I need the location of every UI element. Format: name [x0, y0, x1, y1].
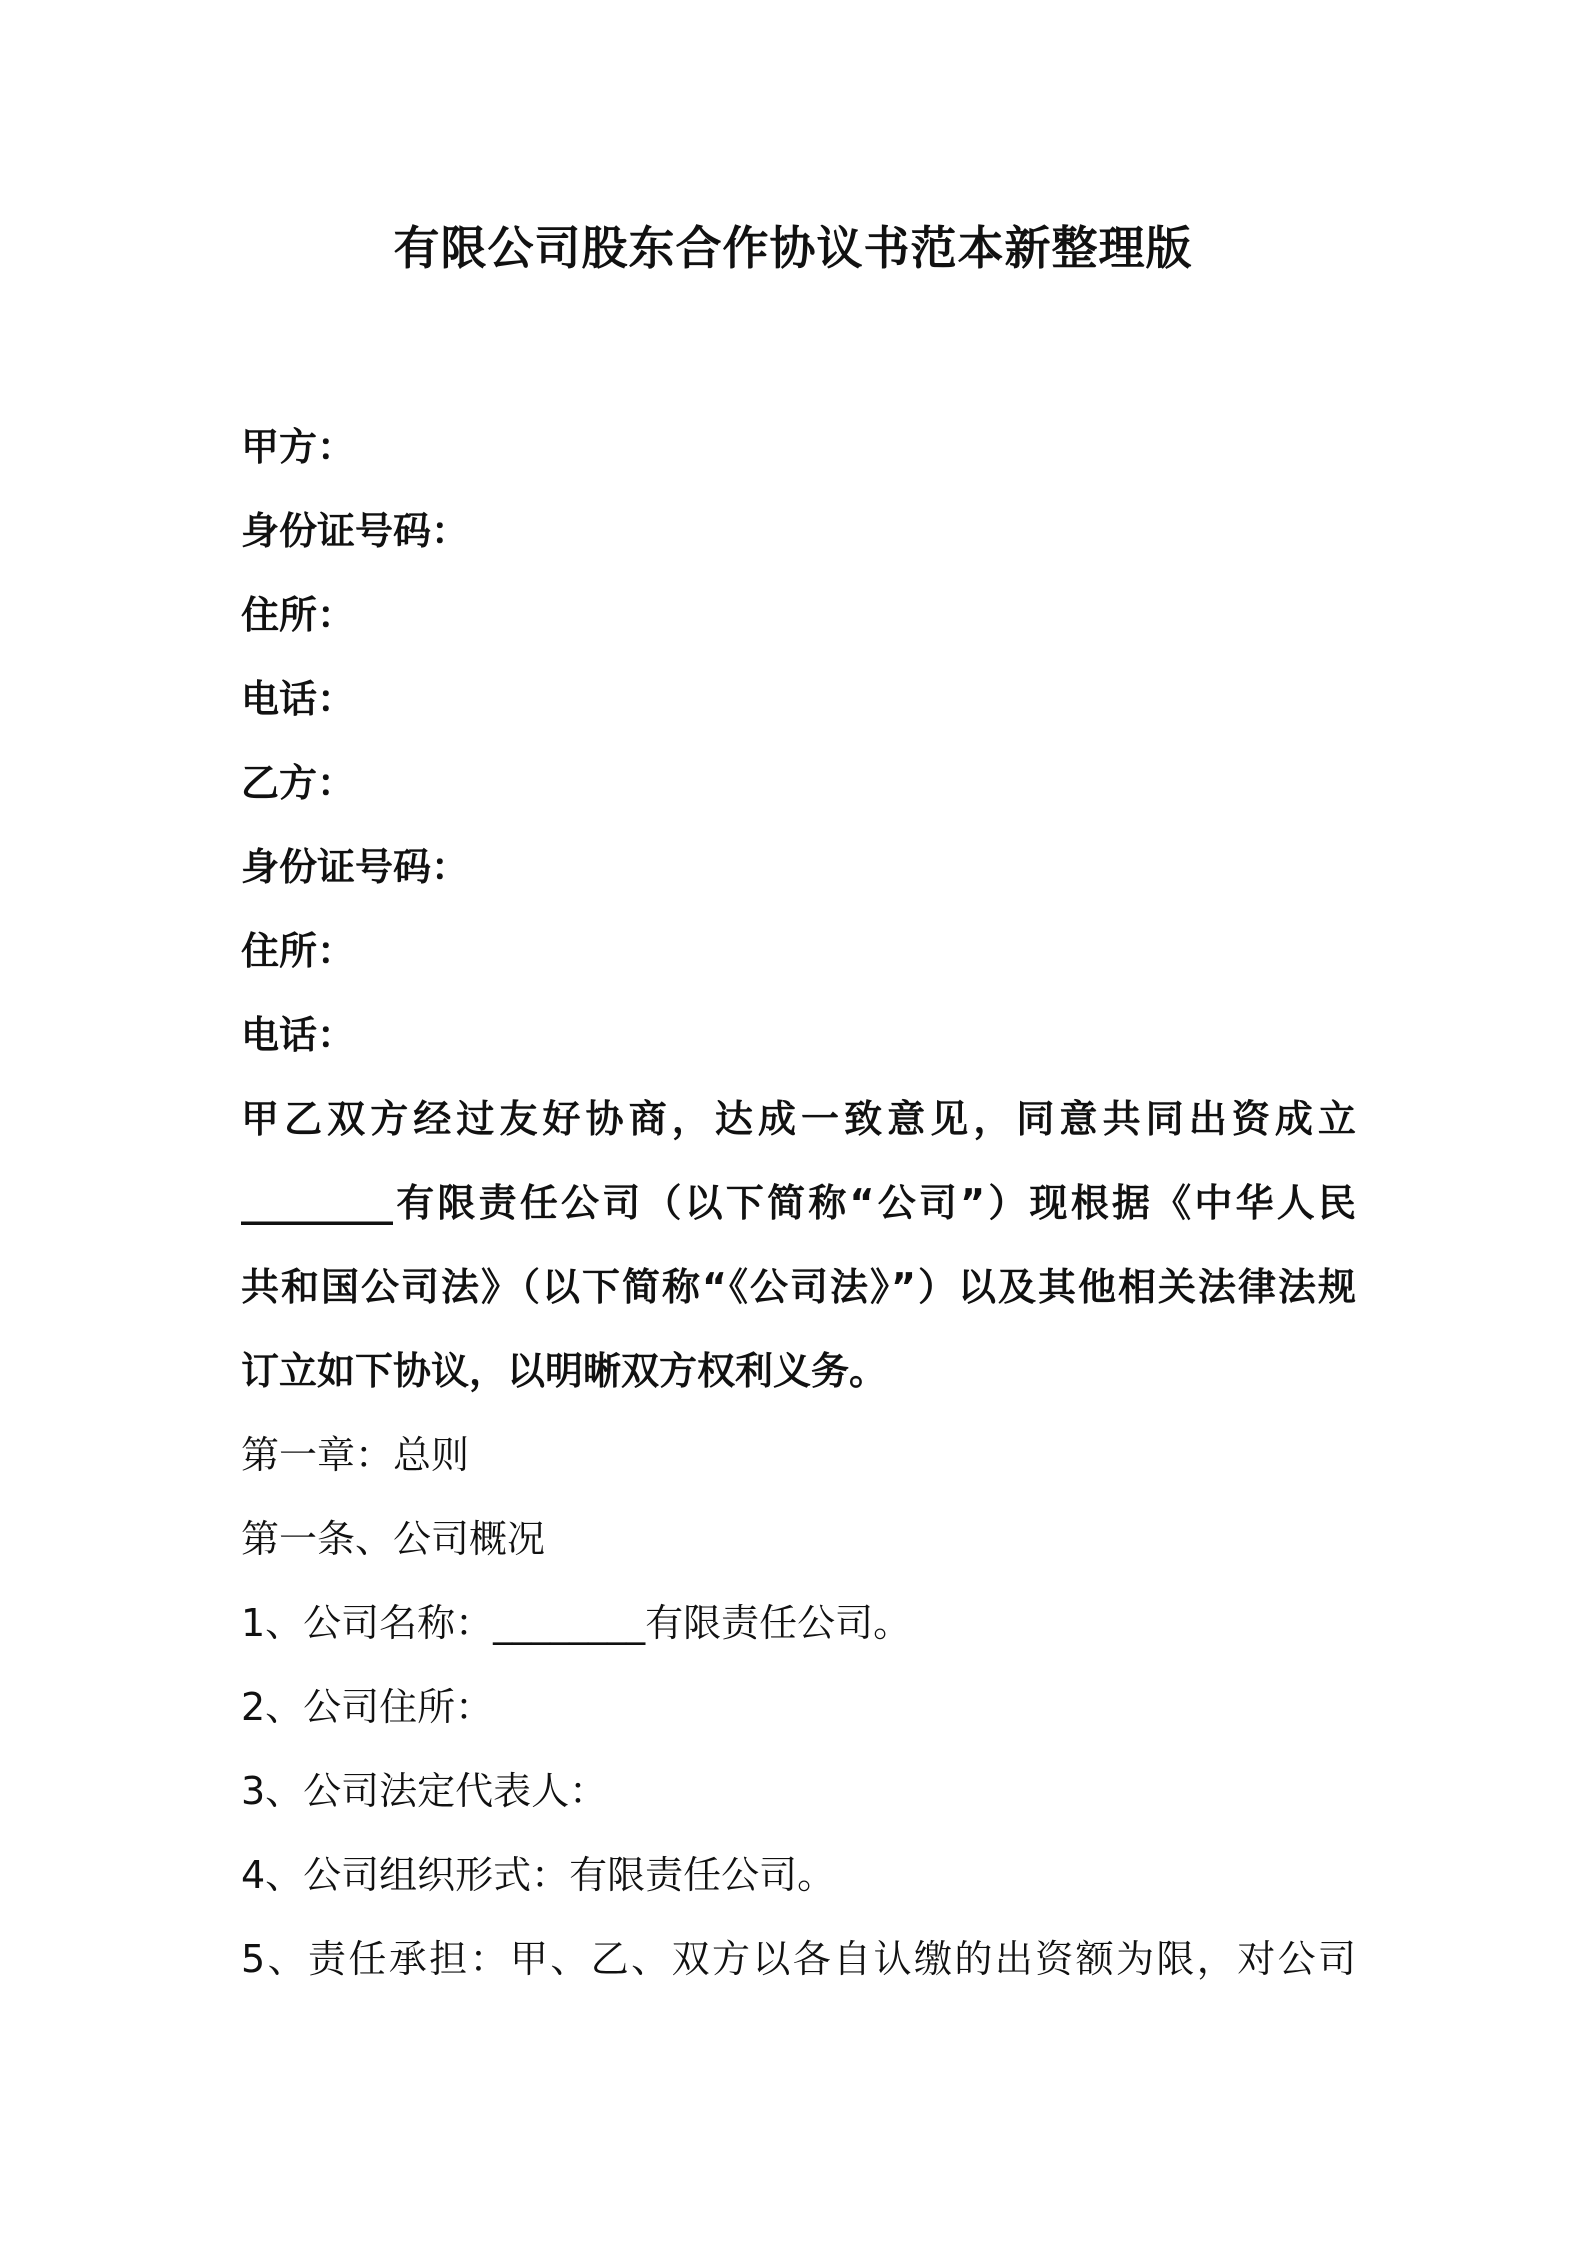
party-a-id-label: 身份证号码： — [241, 509, 470, 553]
article-item: 2、公司住所： — [241, 1685, 494, 1729]
party-b-name-label: 乙方： — [241, 761, 356, 805]
article-item: 5、责任承担：甲、乙、双方以各自认缴的出资额为限，对公司 — [241, 1937, 1356, 1981]
article-item: 1、公司名称：________有限责任公司。 — [241, 1601, 912, 1645]
party-a-name-label: 甲方： — [241, 425, 356, 469]
article-1-heading: 第一条、公司概况 — [241, 1517, 546, 1561]
party-a-phone-label: 电话： — [241, 677, 356, 721]
preamble-line: 甲乙双方经过友好协商，达成一致意见，同意共同出资成立 — [241, 1097, 1356, 1141]
article-item: 4、公司组织形式：有限责任公司。 — [241, 1853, 836, 1897]
document-body — [241, 405, 1361, 2001]
party-a-address-label: 住所： — [241, 593, 356, 637]
preamble-line: 订立如下协议，以明晰双方权利义务。 — [241, 1349, 888, 1393]
document-title: 有限公司股东合作协议书范本新整理版 — [393, 221, 1193, 275]
article-item: 3、公司法定代表人： — [241, 1769, 608, 1813]
party-b-phone-label: 电话： — [241, 1013, 356, 1057]
preamble-line: 共和国公司法》（以下简称“《公司法》”）以及其他相关法律法规 — [241, 1265, 1356, 1309]
party-b-address-label: 住所： — [241, 929, 356, 973]
preamble-line: ________有限责任公司（以下简称“公司”）现根据《中华人民 — [241, 1181, 1356, 1225]
chapter-1-heading: 第一章：总则 — [241, 1433, 470, 1477]
party-b-id-label: 身份证号码： — [241, 845, 470, 889]
